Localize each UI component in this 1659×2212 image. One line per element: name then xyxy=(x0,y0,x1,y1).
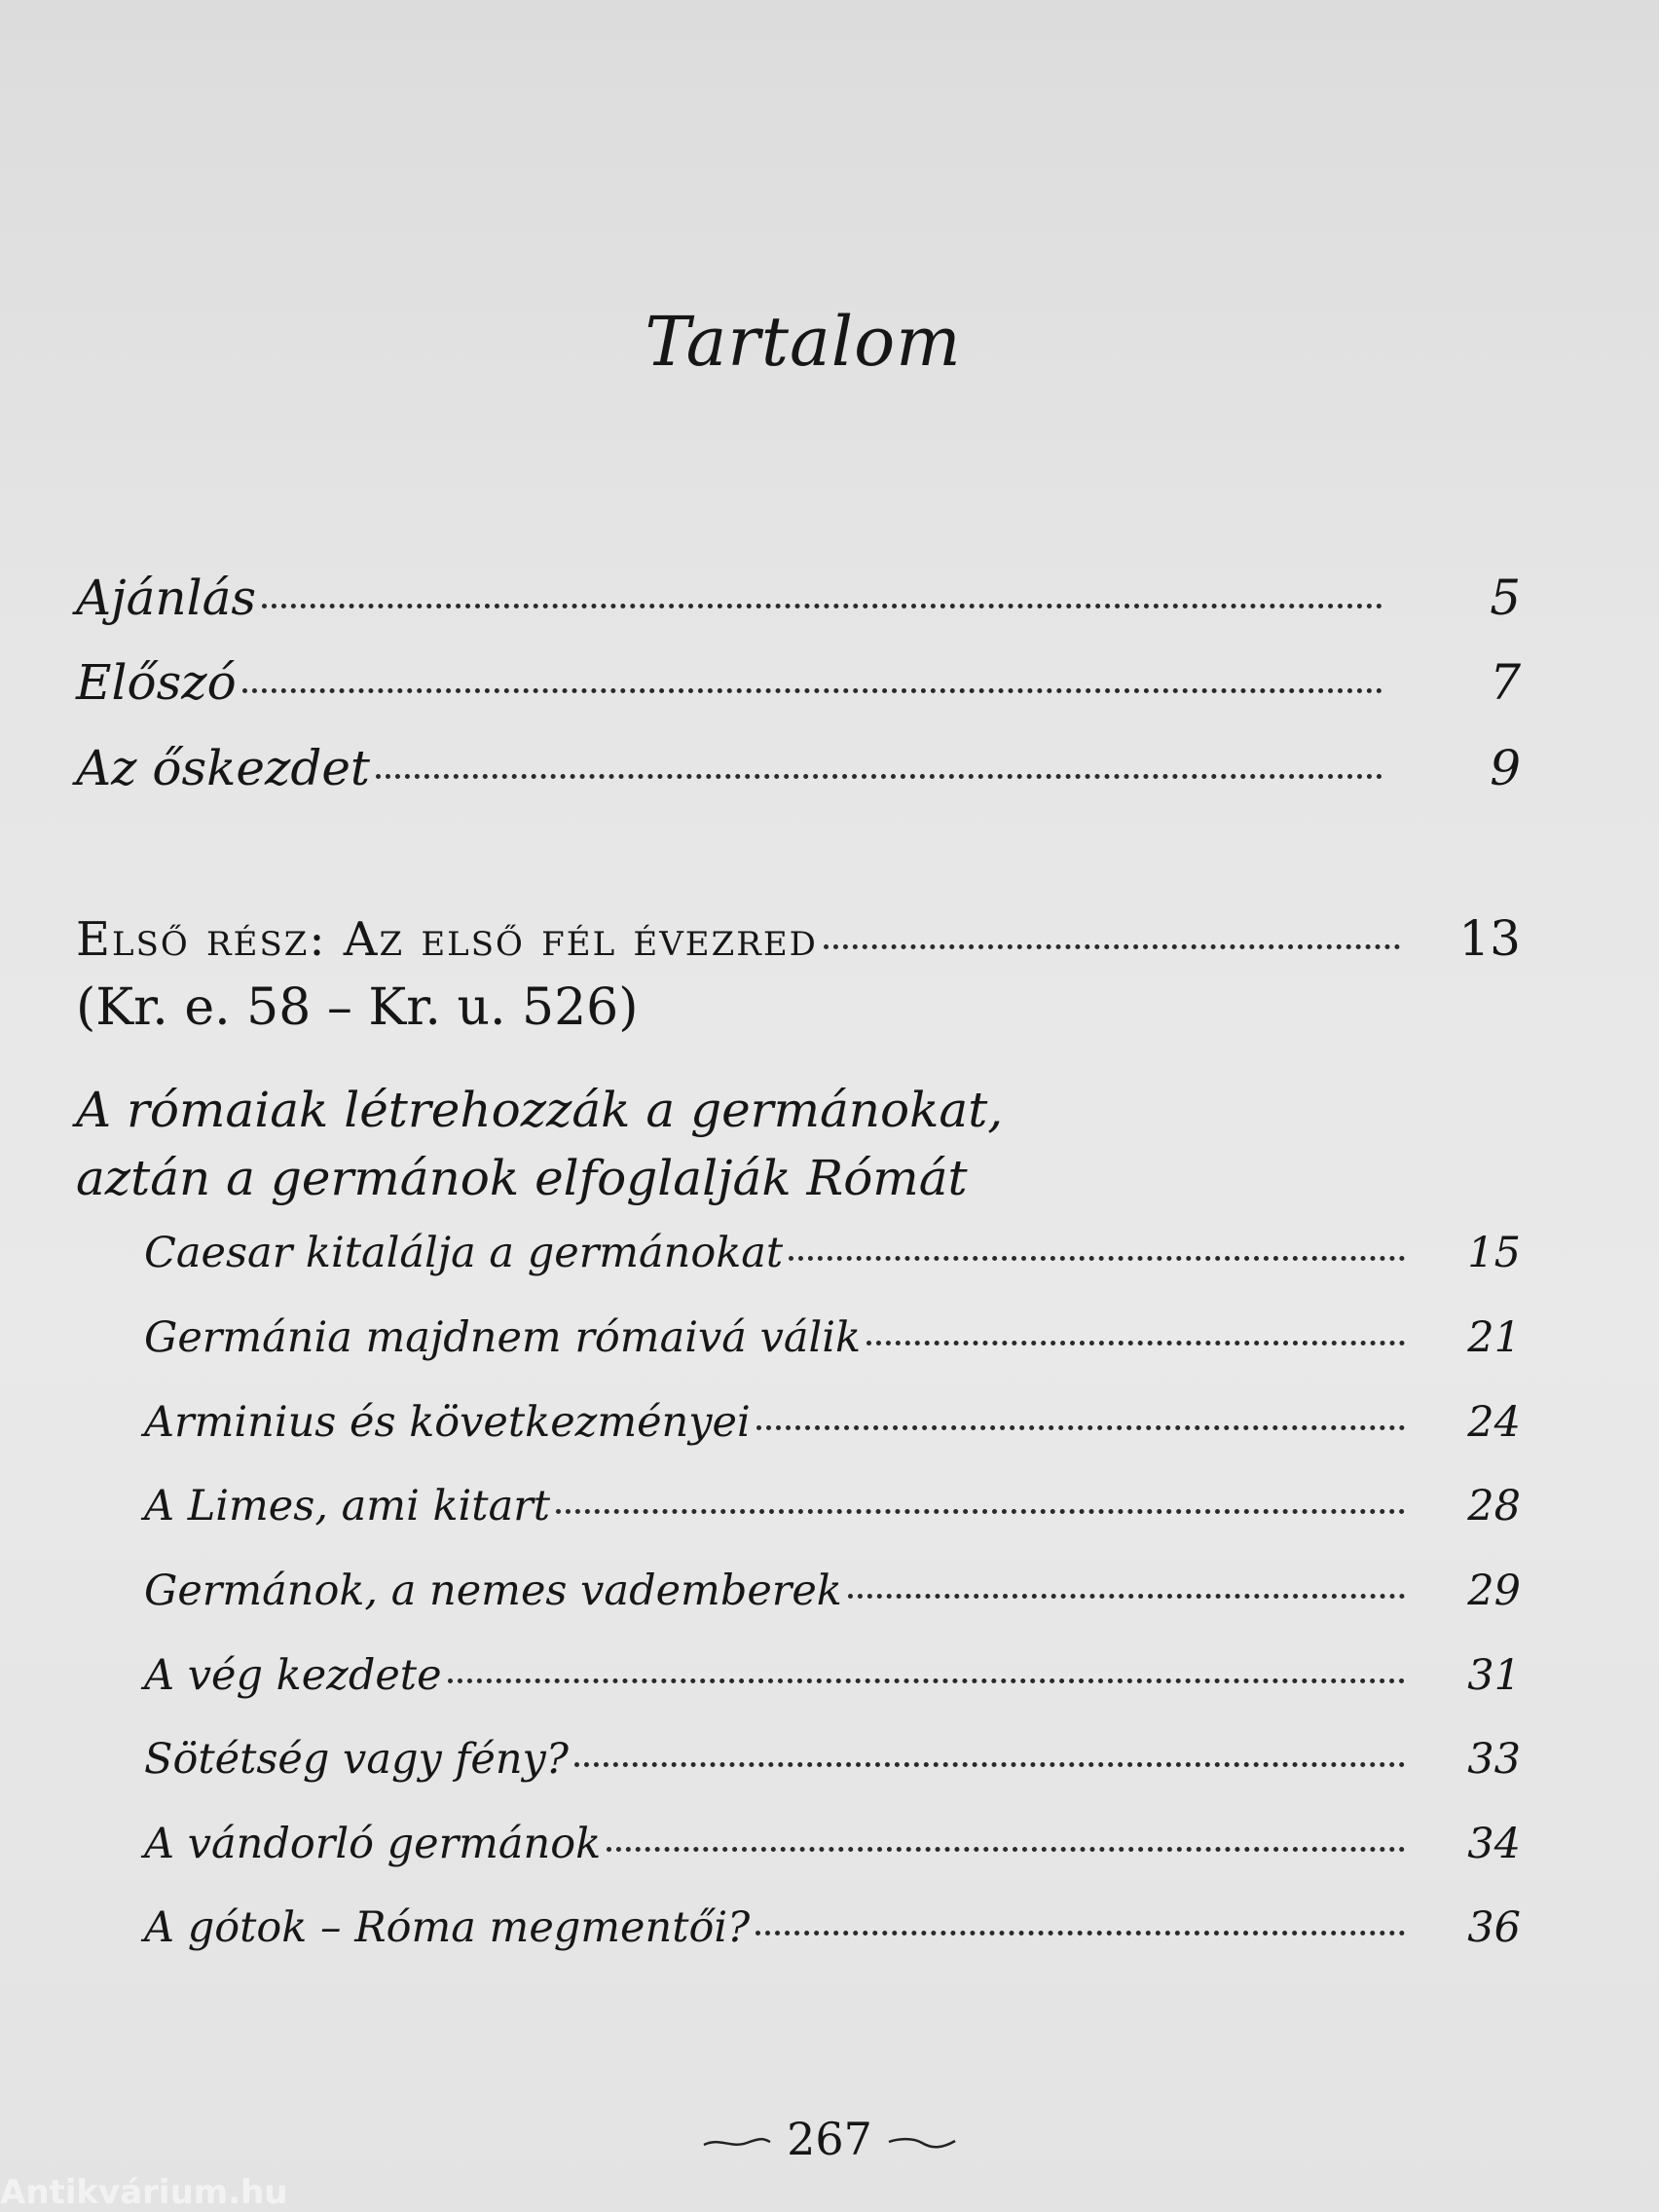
toc-entry-eloszo[interactable] xyxy=(76,654,1521,711)
part-page: 13 xyxy=(1458,910,1521,967)
dot-leader xyxy=(262,604,1382,608)
toc-chapter-entry[interactable] xyxy=(144,1903,1521,1952)
toc-chapter-entry[interactable] xyxy=(144,1651,1521,1700)
toc-entry-label: Ajánlás xyxy=(76,570,257,626)
toc-part-heading[interactable] xyxy=(76,910,1521,967)
dot-leader xyxy=(574,1762,1405,1767)
dot-leader xyxy=(824,944,1400,949)
toc-chapter-entry[interactable] xyxy=(144,1482,1521,1530)
chapter-label: Caesar kitalálja a germánokat xyxy=(144,1229,784,1277)
dot-leader xyxy=(607,1847,1405,1852)
chapter-page: 34 xyxy=(1467,1820,1521,1868)
part-subtitle-line-2: aztán a germánok elfoglalják Rómát xyxy=(76,1150,968,1206)
toc-entry-page: 5 xyxy=(1490,570,1521,626)
part-label: Első rész: Az első fél évezred xyxy=(76,912,818,967)
chapter-label: A gótok – Róma megmentői? xyxy=(144,1903,751,1952)
chapter-label: A vándorló germánok xyxy=(144,1820,602,1868)
dot-leader xyxy=(556,1509,1405,1514)
chapter-label: Germánia majdnem rómaivá válik xyxy=(144,1313,862,1362)
chapter-page: 15 xyxy=(1467,1229,1521,1277)
dot-leader xyxy=(866,1341,1405,1346)
part-subtitle xyxy=(76,1076,1003,1212)
swash-ornament-right-icon xyxy=(887,2133,957,2153)
chapter-label: A Limes, ami kitart xyxy=(144,1482,551,1530)
chapter-page: 36 xyxy=(1467,1903,1521,1952)
toc-entry-oskezdet[interactable] xyxy=(76,740,1521,796)
toc-chapter-entry[interactable] xyxy=(144,1567,1521,1615)
page-footer xyxy=(0,2113,1659,2165)
chapter-label: Germánok, a nemes vademberek xyxy=(144,1567,842,1615)
toc-chapter-entry[interactable] xyxy=(144,1229,1521,1277)
toc-entry-label: Az őskezdet xyxy=(76,740,371,796)
part-subtitle-line-1: A rómaiak létrehozzák a germánokat, xyxy=(76,1082,1004,1138)
toc-entry-page: 7 xyxy=(1490,654,1521,711)
toc-entry-page: 9 xyxy=(1490,740,1521,796)
page-title: Tartalom xyxy=(645,302,962,382)
chapter-page: 29 xyxy=(1467,1567,1521,1615)
chapter-label: A vég kezdete xyxy=(144,1651,442,1700)
chapter-label: Sötétség vagy fény? xyxy=(144,1735,569,1784)
toc-chapter-entry[interactable] xyxy=(144,1820,1521,1868)
dot-leader xyxy=(848,1594,1405,1599)
dot-leader xyxy=(448,1678,1406,1683)
swash-ornament-left-icon xyxy=(702,2133,772,2153)
toc-entry-label: Előszó xyxy=(76,654,237,711)
dot-leader xyxy=(789,1256,1405,1261)
chapter-page: 24 xyxy=(1467,1398,1521,1447)
page-number: 267 xyxy=(787,2113,872,2165)
toc-entry-ajanlas[interactable] xyxy=(76,570,1521,626)
toc-chapter-entry[interactable] xyxy=(144,1313,1521,1362)
watermark: Antikvárium.hu xyxy=(0,2173,288,2212)
dot-leader xyxy=(242,688,1382,693)
dot-leader xyxy=(756,1425,1406,1430)
chapter-page: 33 xyxy=(1467,1735,1521,1784)
toc-chapter-entry[interactable] xyxy=(144,1735,1521,1784)
dot-leader xyxy=(376,774,1382,779)
chapter-page: 31 xyxy=(1467,1651,1521,1700)
dot-leader xyxy=(756,1931,1405,1936)
part-dates: (Kr. e. 58 – Kr. u. 526) xyxy=(76,978,639,1037)
chapter-page: 21 xyxy=(1467,1313,1521,1362)
chapter-label: Arminius és következményei xyxy=(144,1398,751,1447)
chapter-page: 28 xyxy=(1467,1482,1521,1530)
toc-chapter-entry[interactable] xyxy=(144,1398,1521,1447)
